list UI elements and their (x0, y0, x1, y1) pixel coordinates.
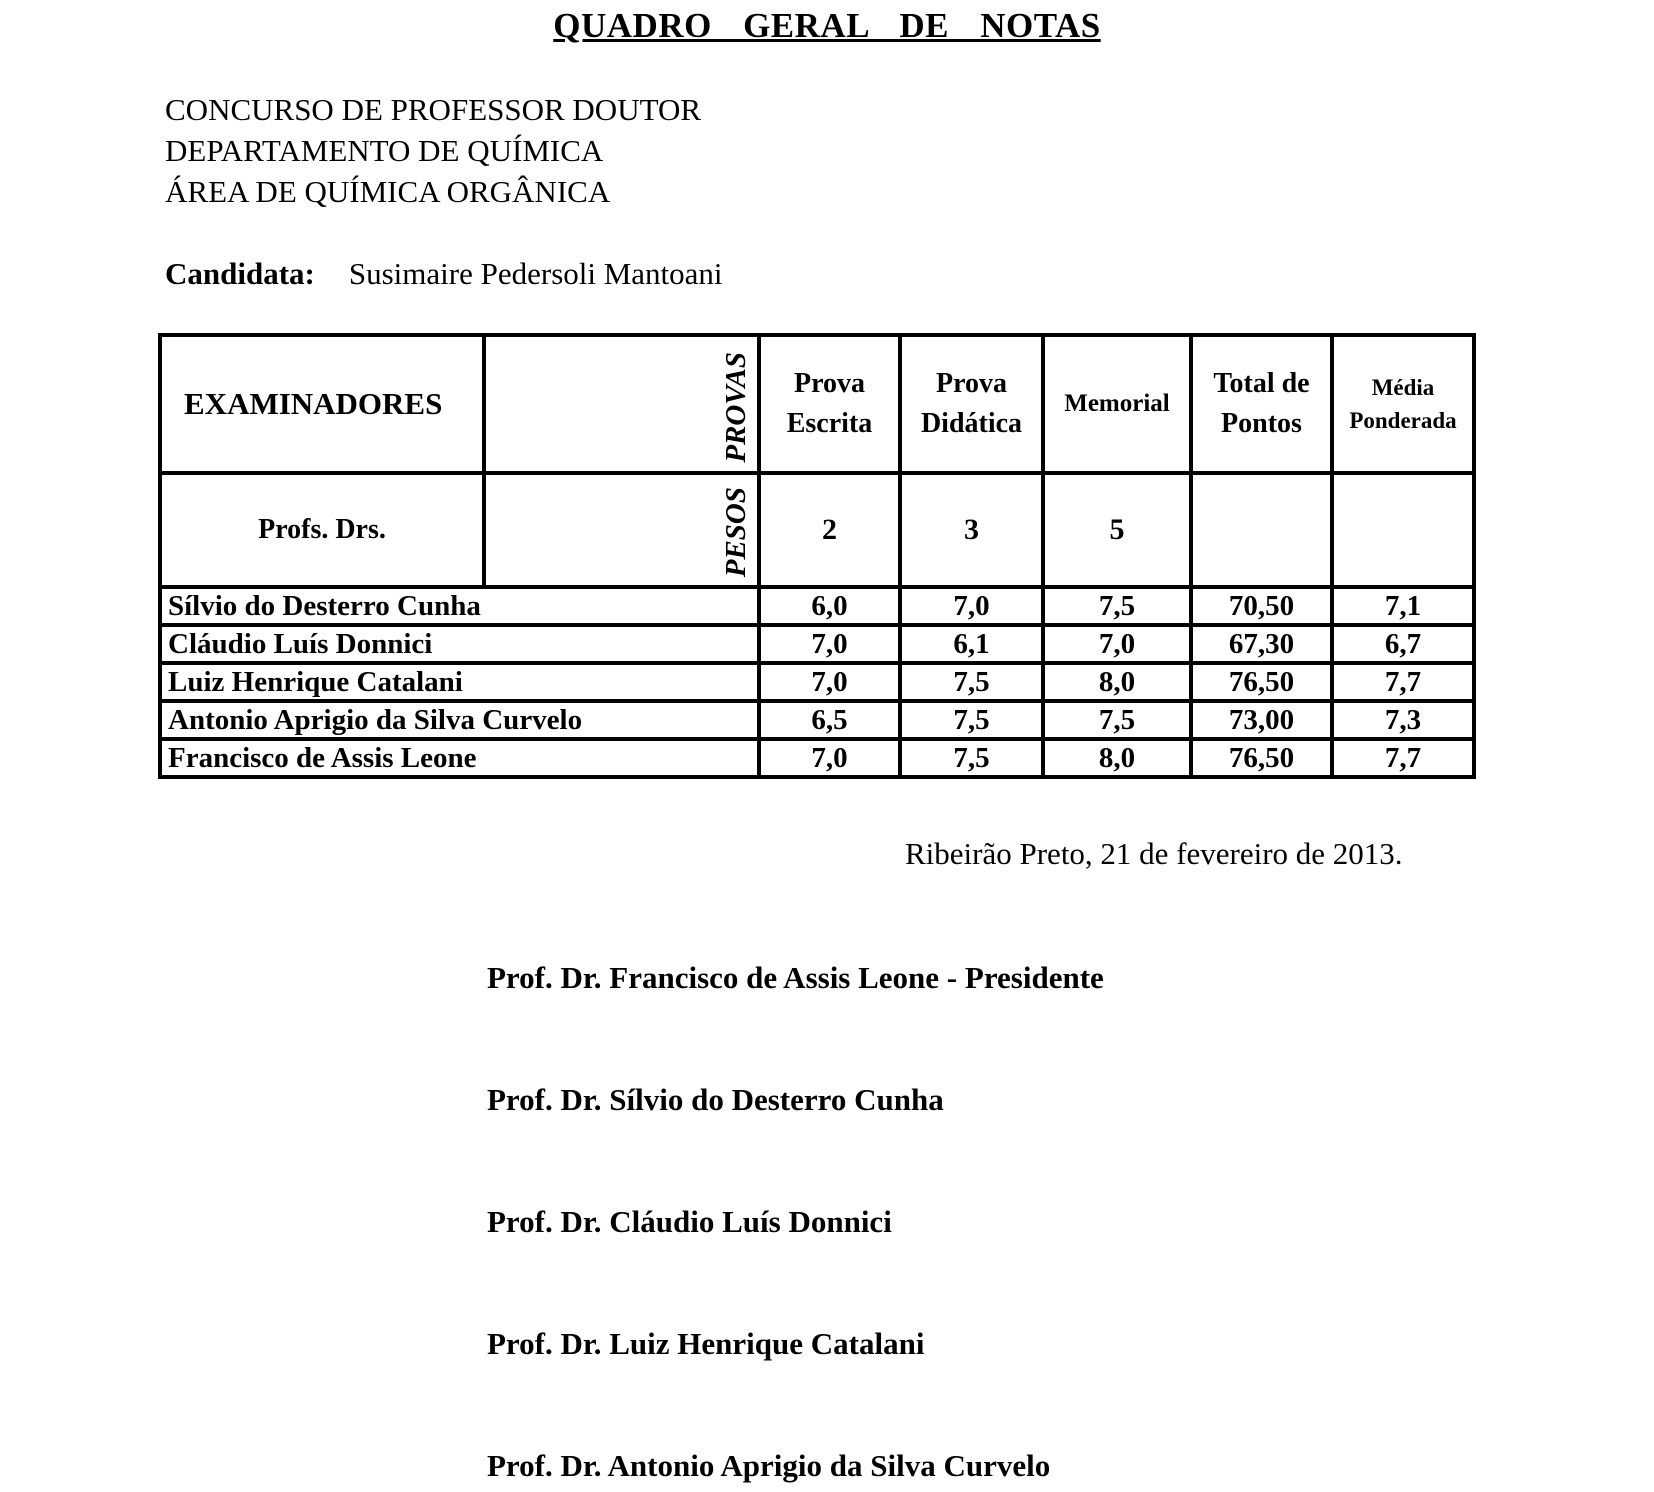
col-prova-escrita (759, 335, 900, 473)
contest-line: CONCURSO DE PROFESSOR DOUTOR (165, 92, 702, 127)
signature-line: Prof. Dr. Sílvio do Desterro Cunha (487, 1082, 944, 1117)
table-row (160, 587, 1474, 625)
grade-escrita: 7,0 (759, 625, 900, 663)
provas-cell (484, 335, 759, 473)
candidate-name: Susimaire Pedersoli Mantoani (348, 256, 723, 291)
examiner-name: Sílvio do Desterro Cunha (160, 587, 759, 625)
examiner-name: Antonio Aprigio da Silva Curvelo (160, 701, 759, 739)
col-prova-didatica (900, 335, 1043, 473)
signature-line: Prof. Dr. Antonio Aprigio da Silva Curvelo (487, 1448, 1051, 1483)
pesos-cell (484, 473, 759, 587)
candidate-label: Candidata: (165, 256, 315, 291)
table-header-row (160, 335, 1474, 473)
total-points: 76,50 (1191, 739, 1332, 777)
grade-escrita: 7,0 (759, 739, 900, 777)
area-line: ÁREA DE QUÍMICA ORGÂNICA (165, 174, 611, 209)
grade-escrita: 6,5 (759, 701, 900, 739)
grade-memorial: 7,0 (1043, 625, 1191, 663)
weighted-average: 7,7 (1332, 663, 1474, 701)
grade-didatica: 7,5 (900, 663, 1043, 701)
col-memorial-l1: Memorial (1064, 390, 1170, 417)
grade-escrita: 7,0 (759, 663, 900, 701)
examiner-name: Luiz Henrique Catalani (160, 663, 759, 701)
document-title-text: QUADRO GERAL DE NOTAS (553, 6, 1101, 45)
total-points: 73,00 (1191, 701, 1332, 739)
col-total-pontos-l1: Total de (1213, 368, 1310, 399)
grade-didatica: 7,5 (900, 701, 1043, 739)
grade-memorial: 7,5 (1043, 701, 1191, 739)
col-prova-escrita-l2: Escrita (786, 408, 873, 439)
weight-escrita: 2 (759, 473, 900, 587)
col-media-ponderada (1332, 335, 1474, 473)
provas-label: PROVAS (720, 352, 752, 463)
col-prova-escrita-l1: Prova (793, 368, 866, 399)
grade-didatica: 6,1 (900, 625, 1043, 663)
total-points: 67,30 (1191, 625, 1332, 663)
grade-memorial: 8,0 (1043, 663, 1191, 701)
pesos-label: PESOS (720, 486, 752, 577)
grade-didatica: 7,5 (900, 739, 1043, 777)
weight-didatica: 3 (900, 473, 1043, 587)
table-row (160, 701, 1474, 739)
weighted-average: 6,7 (1332, 625, 1474, 663)
total-points: 70,50 (1191, 587, 1332, 625)
col-total-pontos (1191, 335, 1332, 473)
weighted-average: 7,1 (1332, 587, 1474, 625)
examiners-header: EXAMINADORES (160, 335, 484, 473)
weight-total (1191, 473, 1332, 587)
table-row (160, 663, 1474, 701)
col-memorial (1043, 335, 1191, 473)
candidate-line (165, 256, 723, 292)
grade-memorial: 7,5 (1043, 587, 1191, 625)
col-prova-didatica-l2: Didática (920, 408, 1023, 439)
signature-line: Prof. Dr. Luiz Henrique Catalani (487, 1326, 925, 1361)
grades-table (158, 333, 1476, 779)
weight-memorial: 5 (1043, 473, 1191, 587)
weight-media (1332, 473, 1474, 587)
examiner-name: Francisco de Assis Leone (160, 739, 759, 777)
table-row (160, 739, 1474, 777)
col-prova-didatica-l1: Prova (935, 368, 1008, 399)
grade-didatica: 7,0 (900, 587, 1043, 625)
signature-president: Prof. Dr. Francisco de Assis Leone - Presidente (487, 960, 1104, 995)
weights-row (160, 473, 1474, 587)
col-media-ponderada-l1: Média (1371, 375, 1435, 400)
document-title (0, 6, 1654, 46)
grade-escrita: 6,0 (759, 587, 900, 625)
weighted-average: 7,3 (1332, 701, 1474, 739)
table-row (160, 625, 1474, 663)
place-date: Ribeirão Preto, 21 de fevereiro de 2013. (905, 836, 1403, 871)
examiner-name: Cláudio Luís Donnici (160, 625, 759, 663)
col-total-pontos-l2: Pontos (1221, 408, 1302, 439)
grade-memorial: 8,0 (1043, 739, 1191, 777)
weighted-average: 7,7 (1332, 739, 1474, 777)
signature-line: Prof. Dr. Cláudio Luís Donnici (487, 1204, 892, 1239)
profs-label: Profs. Drs. (160, 473, 484, 587)
col-media-ponderada-l2: Ponderada (1349, 408, 1457, 433)
department-line: DEPARTAMENTO DE QUÍMICA (165, 133, 604, 168)
total-points: 76,50 (1191, 663, 1332, 701)
